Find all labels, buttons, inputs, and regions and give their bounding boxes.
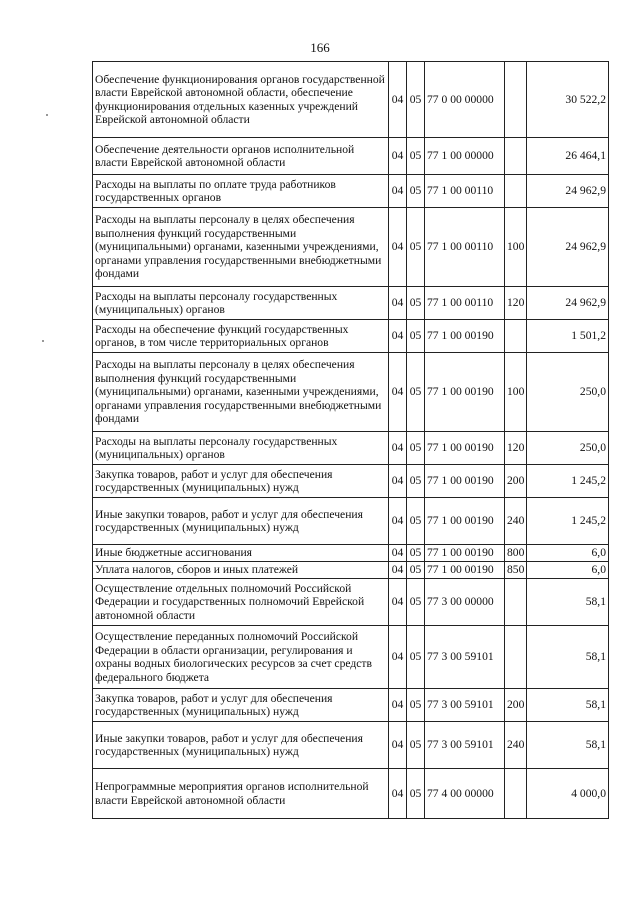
row-expense-type: 850 (505, 562, 527, 579)
table-row (93, 579, 609, 626)
row-amount: 24 962,9 (527, 287, 609, 320)
row-expense-type: 120 (505, 432, 527, 465)
row-amount: 6,0 (527, 562, 609, 579)
row-expense-type (505, 579, 527, 626)
row-subsection: 05 (407, 353, 425, 432)
row-target-article: 77 3 00 00000 (425, 579, 505, 626)
table-row (93, 138, 609, 175)
row-name: Осуществление отдельных полномочий Российской Федерации и государственных полномочий Еврейской автономной области (93, 579, 389, 626)
scan-speck (42, 340, 44, 342)
row-name: Расходы на обеспечение функций государственных органов, в том числе территориальных органов (93, 320, 389, 353)
row-target-article: 77 1 00 00190 (425, 432, 505, 465)
row-section: 04 (389, 208, 407, 287)
row-name: Осуществление переданных полномочий Российской Федерации в области организации, регулирования и охраны водных биологических ресурсов за счет средств федерального бюджета (93, 626, 389, 689)
table-row (93, 320, 609, 353)
row-target-article: 77 1 00 00110 (425, 287, 505, 320)
row-name: Расходы на выплаты по оплате труда работников государственных органов (93, 175, 389, 208)
row-subsection: 05 (407, 562, 425, 579)
row-name: Обеспечение деятельности органов исполнительной власти Еврейской автономной области (93, 138, 389, 175)
row-amount: 58,1 (527, 579, 609, 626)
table-row (93, 689, 609, 722)
table-row (93, 62, 609, 138)
row-subsection: 05 (407, 320, 425, 353)
scan-speck (46, 114, 48, 116)
row-subsection: 05 (407, 465, 425, 498)
row-target-article: 77 1 00 00110 (425, 208, 505, 287)
row-amount: 4 000,0 (527, 769, 609, 819)
row-section: 04 (389, 579, 407, 626)
row-expense-type: 200 (505, 465, 527, 498)
row-section: 04 (389, 138, 407, 175)
row-amount: 24 962,9 (527, 175, 609, 208)
row-subsection: 05 (407, 769, 425, 819)
row-subsection: 05 (407, 722, 425, 769)
row-amount: 1 245,2 (527, 498, 609, 545)
row-expense-type: 800 (505, 545, 527, 562)
row-section: 04 (389, 432, 407, 465)
row-section: 04 (389, 353, 407, 432)
row-section: 04 (389, 562, 407, 579)
row-name: Расходы на выплаты персоналу государственных (муниципальных) органов (93, 432, 389, 465)
row-amount: 1 245,2 (527, 465, 609, 498)
table-row (93, 465, 609, 498)
row-target-article: 77 0 00 00000 (425, 62, 505, 138)
row-amount: 30 522,2 (527, 62, 609, 138)
row-expense-type: 120 (505, 287, 527, 320)
row-section: 04 (389, 62, 407, 138)
row-subsection: 05 (407, 579, 425, 626)
table-row (93, 208, 609, 287)
row-target-article: 77 3 00 59101 (425, 626, 505, 689)
table-row (93, 562, 609, 579)
table-row (93, 545, 609, 562)
row-section: 04 (389, 722, 407, 769)
row-subsection: 05 (407, 545, 425, 562)
row-target-article: 77 1 00 00190 (425, 545, 505, 562)
row-section: 04 (389, 689, 407, 722)
row-name: Расходы на выплаты персоналу в целях обеспечения выполнения функций государственными (муниципальными) органами, казенными учреждениями, органами управления государственными внебюджетными фондами (93, 208, 389, 287)
row-name: Закупка товаров, работ и услуг для обеспечения государственных (муниципальных) нужд (93, 465, 389, 498)
row-target-article: 77 1 00 00000 (425, 138, 505, 175)
table-row (93, 769, 609, 819)
row-target-article: 77 1 00 00190 (425, 562, 505, 579)
row-amount: 58,1 (527, 626, 609, 689)
row-expense-type (505, 138, 527, 175)
row-target-article: 77 1 00 00110 (425, 175, 505, 208)
row-name: Иные закупки товаров, работ и услуг для обеспечения государственных (муниципальных) нужд (93, 722, 389, 769)
row-subsection: 05 (407, 432, 425, 465)
row-name: Непрограммные мероприятия органов исполнительной власти Еврейской автономной области (93, 769, 389, 819)
row-amount: 250,0 (527, 353, 609, 432)
row-subsection: 05 (407, 689, 425, 722)
row-amount: 1 501,2 (527, 320, 609, 353)
row-expense-type: 100 (505, 353, 527, 432)
row-expense-type (505, 175, 527, 208)
row-target-article: 77 3 00 59101 (425, 722, 505, 769)
row-name: Уплата налогов, сборов и иных платежей (93, 562, 389, 579)
row-amount: 58,1 (527, 689, 609, 722)
row-subsection: 05 (407, 175, 425, 208)
row-subsection: 05 (407, 498, 425, 545)
row-target-article: 77 1 00 00190 (425, 353, 505, 432)
row-amount: 24 962,9 (527, 208, 609, 287)
table-row (93, 722, 609, 769)
row-amount: 250,0 (527, 432, 609, 465)
row-target-article: 77 4 00 00000 (425, 769, 505, 819)
row-expense-type (505, 320, 527, 353)
row-amount: 6,0 (527, 545, 609, 562)
table-row (93, 498, 609, 545)
row-expense-type: 240 (505, 722, 527, 769)
row-target-article: 77 1 00 00190 (425, 498, 505, 545)
row-name: Расходы на выплаты персоналу в целях обеспечения выполнения функций государственными (муниципальными) органами, казенными учреждениями, органами управления государственными внебюджетными фондами (93, 353, 389, 432)
row-expense-type (505, 626, 527, 689)
row-subsection: 05 (407, 626, 425, 689)
row-section: 04 (389, 175, 407, 208)
row-expense-type (505, 769, 527, 819)
row-subsection: 05 (407, 287, 425, 320)
row-name: Иные закупки товаров, работ и услуг для обеспечения государственных (муниципальных) нужд (93, 498, 389, 545)
row-section: 04 (389, 769, 407, 819)
row-section: 04 (389, 498, 407, 545)
row-expense-type: 100 (505, 208, 527, 287)
row-target-article: 77 1 00 00190 (425, 465, 505, 498)
page-number: 166 (310, 40, 330, 55)
table-row (93, 353, 609, 432)
row-section: 04 (389, 465, 407, 498)
budget-table (92, 61, 609, 819)
row-section: 04 (389, 545, 407, 562)
row-section: 04 (389, 287, 407, 320)
row-subsection: 05 (407, 138, 425, 175)
table-row (93, 432, 609, 465)
row-amount: 26 464,1 (527, 138, 609, 175)
row-expense-type: 240 (505, 498, 527, 545)
table-row (93, 175, 609, 208)
row-amount: 58,1 (527, 722, 609, 769)
table-row (93, 626, 609, 689)
row-name: Обеспечение функционирования органов государственной власти Еврейской автономной области, обеспечение функционирования отдельных казенных учреждений Еврейской автономной области (93, 62, 389, 138)
row-target-article: 77 3 00 59101 (425, 689, 505, 722)
row-name: Закупка товаров, работ и услуг для обеспечения государственных (муниципальных) нужд (93, 689, 389, 722)
row-section: 04 (389, 626, 407, 689)
row-subsection: 05 (407, 62, 425, 138)
table-row (93, 287, 609, 320)
row-name: Иные бюджетные ассигнования (93, 545, 389, 562)
row-subsection: 05 (407, 208, 425, 287)
row-name: Расходы на выплаты персоналу государственных (муниципальных) органов (93, 287, 389, 320)
row-target-article: 77 1 00 00190 (425, 320, 505, 353)
row-expense-type: 200 (505, 689, 527, 722)
row-section: 04 (389, 320, 407, 353)
row-expense-type (505, 62, 527, 138)
